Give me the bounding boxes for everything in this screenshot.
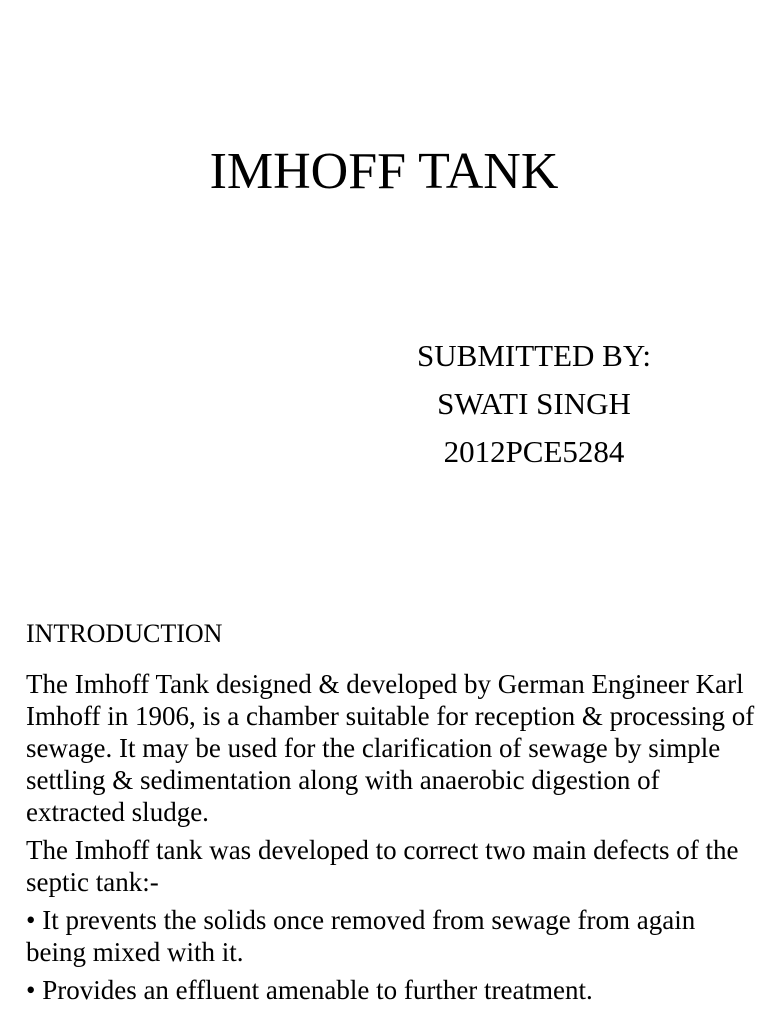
roll-number: 2012PCE5284 xyxy=(443,434,625,469)
bullet-point: • Provides an effluent amenable to further treatment. xyxy=(26,975,593,1005)
bullet-point: • It prevents the solids once removed from sewage from again being mixed with it. xyxy=(26,905,696,967)
submitted-by-label: SUBMITTED BY: xyxy=(417,338,651,373)
introduction-heading: INTRODUCTION xyxy=(26,619,223,648)
introduction-body xyxy=(26,668,756,1012)
author-name: SWATI SINGH xyxy=(437,386,631,421)
slide-title: IMHOFF TANK xyxy=(209,143,559,200)
introduction-slide xyxy=(0,580,768,1024)
defects-paragraph: The Imhoff tank was developed to correct two main defects of the septic tank:- xyxy=(26,835,739,897)
intro-paragraph: The Imhoff Tank designed & developed by German Engineer Karl Imhoff in 1906, is a chamber suitable for reception & processing of sewage. It may be used for the clarification of sewage by simple settling & sedimentation along with anaerobic digestion of extracted sludge. xyxy=(26,669,755,827)
submission-block xyxy=(334,332,734,476)
